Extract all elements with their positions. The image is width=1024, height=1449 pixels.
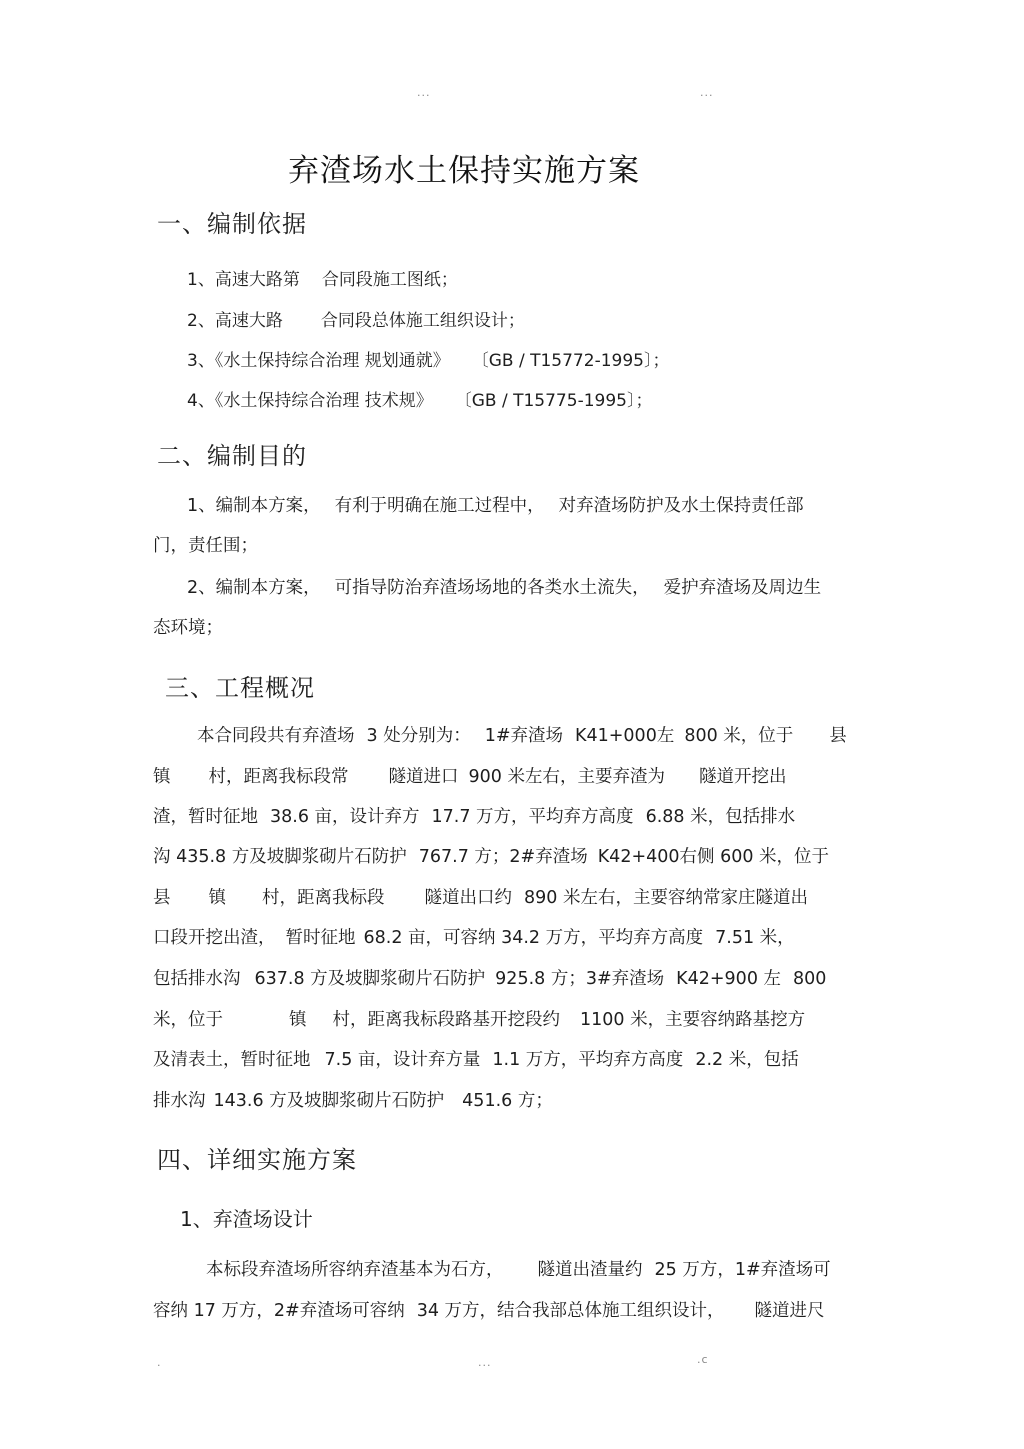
basis-item: 3、《水土保持综合治理 规划通就》 〔GB / T15772-1995〕； bbox=[187, 351, 670, 371]
paragraph-line: 渣，暂时征地 38.6 亩，设计弃方 17.7 万方，平均弃方高度 6.88 米，包括排水 bbox=[153, 807, 796, 827]
paragraph-line: 态环境； bbox=[153, 618, 223, 638]
footer-marker-left: . bbox=[157, 1356, 162, 1369]
paragraph-line: 排水沟 143.6 方及坡脚浆砌片石防护 451.6 方； bbox=[153, 1091, 553, 1111]
paragraph-line: 沟 435.8 方及坡脚浆砌片石防护 767.7 方；2#弃渣场 K42+400右侧 600 米，位于 bbox=[153, 847, 830, 867]
section-heading-overview: 三、工程概况 bbox=[165, 674, 315, 702]
paragraph-line: 包括排水沟 637.8 方及坡脚浆砌片石防护 925.8 方；3#弃渣场 K42+900 左 800 bbox=[153, 969, 827, 989]
header-marker-left: ... bbox=[417, 86, 431, 99]
section-heading-basis: 一、编制依据 bbox=[157, 210, 307, 238]
paragraph-line: 县 镇 村，距离我标段 隧道出口约 890 米左右，主要容纳常家庄隧道出 bbox=[153, 888, 808, 908]
footer-marker-right: .c bbox=[697, 1353, 709, 1366]
paragraph-line: 本合同段共有弃渣场 3 处分别为： 1#弃渣场 K41+000左 800 米，位于 县 bbox=[197, 726, 847, 746]
paragraph-line: 容纳 17 万方，2#弃渣场可容纳 34 万方，结合我部总体施工组织设计， 隧道进尺 bbox=[153, 1301, 825, 1321]
paragraph-line: 2、编制本方案， 可指导防治弃渣场场地的各类水土流失， 爱护弃渣场及周边生 bbox=[187, 578, 822, 598]
document-title: 弃渣场水土保持实施方案 bbox=[288, 153, 640, 189]
basis-item: 1、高速大路第 合同段施工图纸； bbox=[187, 270, 458, 290]
paragraph-line: 本标段弃渣场所容纳弃渣基本为石方， 隧道出渣量约 25 万方，1#弃渣场可 bbox=[206, 1260, 831, 1280]
paragraph-line: 门，责任围； bbox=[153, 536, 258, 556]
paragraph-line: 1、编制本方案， 有利于明确在施工过程中， 对弃渣场防护及水土保持责任部 bbox=[187, 496, 804, 516]
basis-item: 2、高速大路 合同段总体施工组织设计； bbox=[187, 311, 525, 331]
paragraph-line: 米，位于 镇 村，距离我标段路基开挖段约 1100 米，主要容纳路基挖方 bbox=[153, 1010, 806, 1030]
paragraph-line: 及清表土，暂时征地 7.5 亩，设计弃方量 1.1 万方，平均弃方高度 2.2 米，包括 bbox=[153, 1050, 799, 1070]
section-heading-purpose: 二、编制目的 bbox=[157, 442, 307, 470]
subsection-heading-design: 1、弃渣场设计 bbox=[180, 1207, 313, 1231]
header-marker-right: ... bbox=[700, 86, 714, 99]
footer-marker-middle: ... bbox=[478, 1356, 492, 1369]
basis-item: 4、《水土保持综合治理 技术规》 〔GB / T15775-1995〕； bbox=[187, 391, 653, 411]
paragraph-line: 口段开挖出渣， 暂时征地 68.2 亩，可容纳 34.2 万方，平均弃方高度 7.51 米， bbox=[153, 928, 795, 948]
section-heading-implementation: 四、详细实施方案 bbox=[157, 1146, 357, 1174]
paragraph-line: 镇 村，距离我标段常 隧道进口 900 米左右，主要弃渣为 隧道开挖出 bbox=[153, 767, 787, 787]
